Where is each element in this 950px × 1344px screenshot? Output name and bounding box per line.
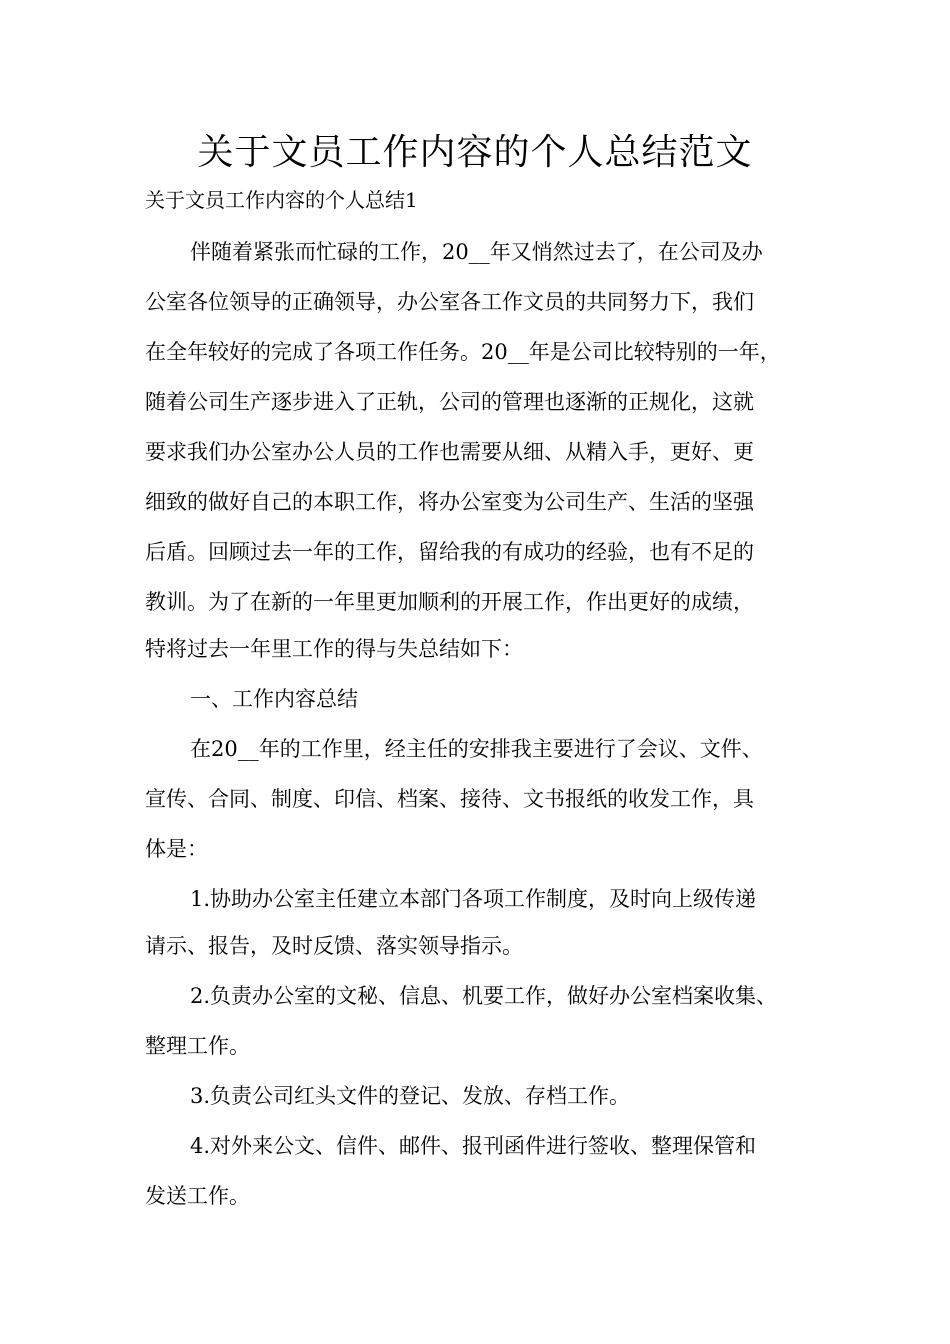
paragraph-line: 在全年较好的完成了各项工作任务。20__年是公司比较特别的一年， [145, 340, 781, 364]
paragraph-line: 教训。为了在新的一年里更加顺利的开展工作，作出更好的成绩， [145, 590, 754, 614]
list-item: 1.协助办公室主任建立本部门各项工作制度，及时向上级传递 [190, 887, 757, 911]
list-item-continuation: 整理工作。 [145, 1034, 250, 1058]
paragraph-line: 公室各位领导的正确领导，办公室各工作文员的共同努力下，我们 [145, 290, 754, 314]
paragraph-line: 在20__年的工作里，经主任的安排我主要进行了会议、文件、 [190, 737, 763, 761]
document-title: 关于文员工作内容的个人总结范文 [197, 132, 753, 173]
paragraph-line: 要求我们办公室办公人员的工作也需要从细、从精入手，更好、更 [145, 440, 754, 464]
paragraph-line: 细致的做好自己的本职工作，将办公室变为公司生产、生活的坚强 [145, 490, 754, 514]
paragraph-line: 特将过去一年里工作的得与失总结如下： [145, 637, 523, 661]
section-subtitle: 关于文员工作内容的个人总结1 [145, 188, 418, 212]
paragraph-line: 后盾。回顾过去一年的工作，留给我的有成功的经验，也有不足的 [145, 540, 754, 564]
paragraph-line: 体是： [145, 837, 208, 861]
list-item: 4.对外来公文、信件、邮件、报刊函件进行签收、整理保管和 [190, 1134, 757, 1158]
section-heading: 一、工作内容总结 [190, 687, 358, 711]
list-item-continuation: 发送工作。 [145, 1184, 250, 1208]
list-item: 3.负责公司红头文件的登记、发放、存档工作。 [190, 1084, 631, 1108]
paragraph-line: 随着公司生产逐步进入了正轨，公司的管理也逐渐的正规化，这就 [145, 390, 754, 414]
paragraph-line: 伴随着紧张而忙碌的工作，20__年又悄然过去了，在公司及办 [190, 240, 763, 264]
list-item-continuation: 请示、报告，及时反馈、落实领导指示。 [145, 934, 523, 958]
list-item: 2.负责办公室的文秘、信息、机要工作，做好办公室档案收集、 [190, 984, 778, 1008]
paragraph-line: 宣传、合同、制度、印信、档案、接待、文书报纸的收发工作，具 [145, 787, 754, 811]
